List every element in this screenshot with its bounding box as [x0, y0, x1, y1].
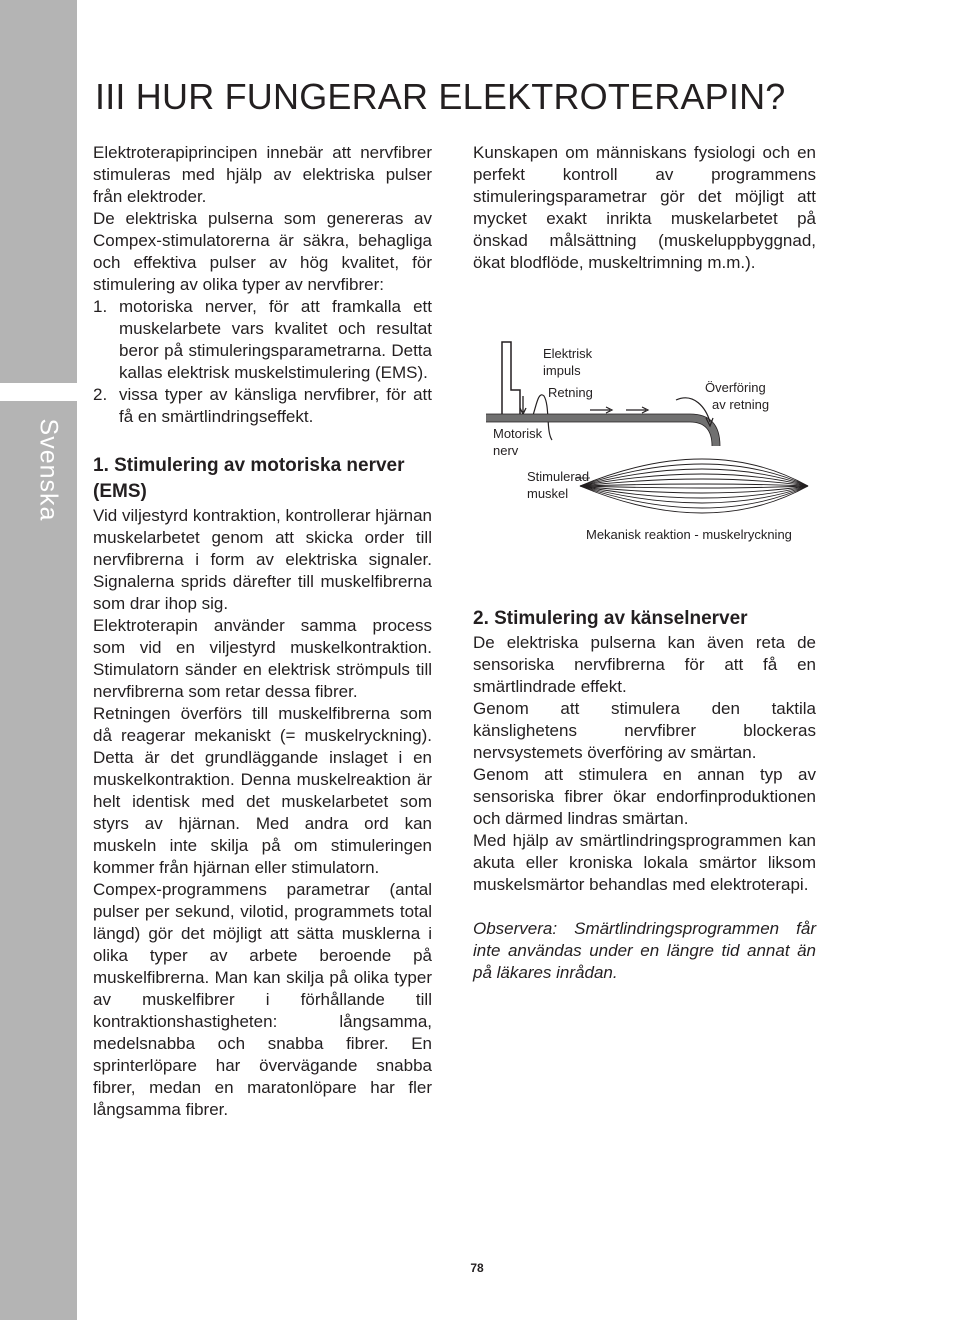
label-reaction: Mekanisk reaktion - muskelryckning [586, 527, 792, 542]
sensory-paragraph-2: Genom att stimulera den taktila känslighetens nervfibrer blockeras nervsystemets överföring av smärtan. [473, 699, 816, 762]
nerve-type-list [93, 296, 432, 428]
list-number: 2. [93, 385, 108, 404]
ems-paragraph-3: Retningen överförs till muskelfibrerna som då reagerar mekaniskt (= muskelryckning). Detta är det grundläggande inslaget i en muskelkontraktion. Denna muskelreaktion är helt identisk med det muskelarbetet som styrs av hjärnan. Med andra ord kan muskeln inte skilja på om stimuleringen kommer från hjärnan eller stimulatorn. [93, 704, 432, 877]
list-text: motoriska nerver, för att framkalla ett muskelarbete vars kvalitet och resultat beror på stimuleringsparametrarna. Detta kallas elektrisk muskelstimulering (EMS). [119, 297, 432, 382]
intro-paragraph-2: De elektriska pulserna som genereras av Compex-stimulatorerna är säkra, behagliga och effektiva pulser av hög kvalitet, för stimulering av olika typer av nervfibrer: [93, 209, 432, 294]
ems-paragraph-1: Vid viljestyrd kontraktion, kontrollerar hjärnan muskelarbetet genom att skicka order till nervfibrerna i form av elektriska signaler. Signalerna sprids därefter till muskelfibrerna som drar ihop sig. [93, 506, 432, 613]
label-direction: Retning [548, 385, 593, 400]
page-title: III HUR FUNGERAR ELEKTROTERAPIN? [95, 76, 786, 117]
impulse-wave-icon [502, 342, 520, 422]
electrotherapy-diagram [480, 336, 820, 548]
left-column [93, 142, 432, 1121]
sensory-paragraph-1: De elektriska pulserna kan även reta de sensoriska nervfibrerna för att få en smärtlindrade effekt. [473, 633, 816, 696]
label-transfer-2: av retning [712, 397, 770, 412]
right-column [473, 142, 816, 274]
sensory-paragraph-4: Med hjälp av smärtlindringsprogrammen kan akuta eller kroniska lokala smärtor liksom muskelsmärtor behandlas med elektroterapi. [473, 831, 816, 894]
ems-paragraph-2: Elektroterapin använder samma process som vid en viljestyrd muskelkontraktion. Stimulatorn sänder en elektrisk strömpuls till nervfibrerna som retar dessa fibrer. [93, 616, 432, 701]
side-tab [0, 0, 77, 1320]
intro-paragraph-1: Elektroterapiprincipen innebär att nervfibrer stimuleras med hjälp av elektriska pulser från elektroder. [93, 143, 432, 206]
muscle-fibers-icon [580, 459, 808, 513]
label-muscle-2: muskel [527, 486, 569, 501]
list-number: 1. [93, 297, 108, 316]
side-tab-gap [0, 383, 77, 401]
label-muscle-1: Stimulerad [527, 469, 590, 484]
label-nerve-1: Motorisk [493, 426, 543, 441]
section-heading-sensory: 2. Stimulering av känselnerver [473, 608, 748, 629]
label-nerve-2: nerv [493, 443, 519, 458]
sensory-paragraph-3: Genom att stimulera en annan typ av sensoriska fibrer ökar endorfinproduktionen och därmed lindras smärtan. [473, 765, 816, 828]
list-item [93, 384, 432, 428]
section-heading-ems: 1. Stimulering av motoriska nerver (EMS) [93, 455, 405, 502]
knowledge-paragraph: Kunskapen om människans fysiologi och en perfekt kontroll av programmens stimuleringsparametrar gör det möjligt att mycket exakt inrikta muskelarbetet på önskad målsättning (muskeluppbyggnad, ökat blodflöde, muskeltrimning m.m.). [473, 143, 816, 272]
label-impulse-2: impuls [543, 363, 581, 378]
ems-paragraph-4: Compex-programmens parametrar (antal pulser per sekund, vilotid, programmets total längd) gör det möjligt att sätta musklerna i olika typer av arbete beroende på muskelfibrerna. Man kan skilja på olika typer av muskelfibrer i förhållande till kontraktionshastigheten: långsamma, medelsnabba och snabba fibrer. En sprinterlöpare har övervägande snabba fibrer, medan en maratonlöpare har fler långsamma fibrer. [93, 880, 432, 1119]
warning-note: Observera: Smärtlindringsprogrammen får inte användas under en längre tid annat än på läkares inrådan. [473, 919, 816, 982]
list-text: vissa typer av känsliga nervfibrer, för att få en smärtlindringseffekt. [119, 385, 432, 426]
label-impulse-1: Elektrisk [543, 346, 593, 361]
right-column-lower [473, 606, 816, 984]
list-item [93, 296, 432, 384]
label-transfer-1: Överföring [705, 380, 766, 395]
side-tab-label: Svenska [34, 418, 63, 522]
page-number: 78 [470, 1261, 484, 1275]
